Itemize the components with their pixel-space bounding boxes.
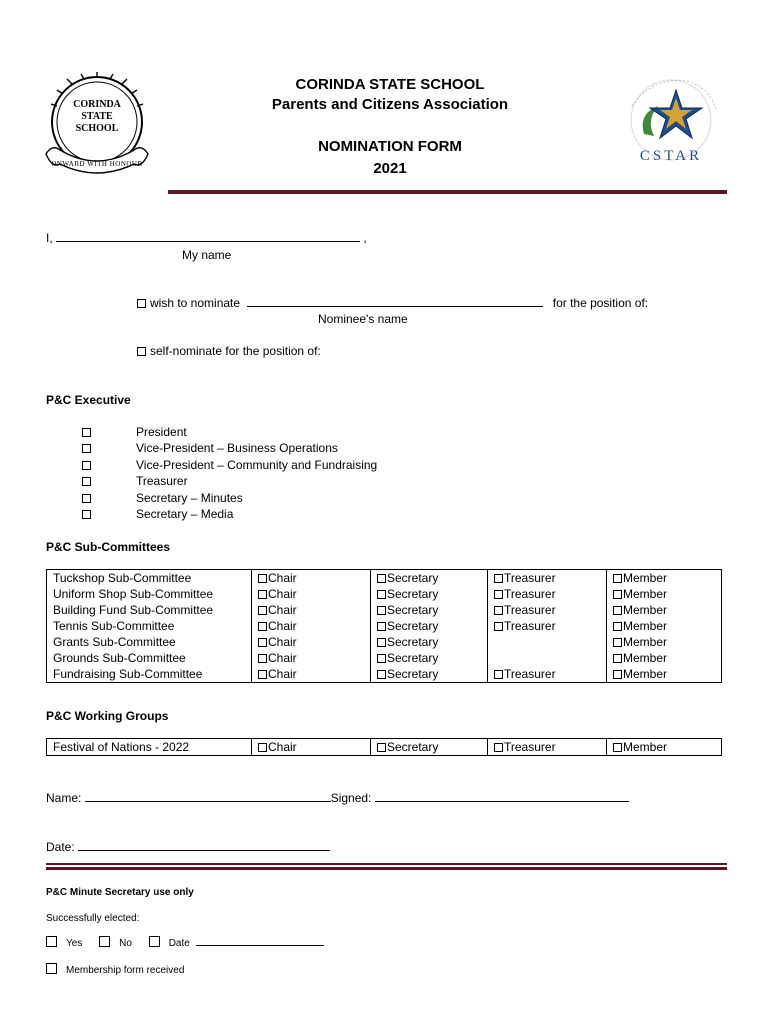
name-line-row [46,231,367,245]
form-year: 2021 [373,160,407,177]
table-row [47,650,722,666]
committee-name: Building Fund Sub-Committee [53,603,214,617]
secretary-label: Secretary [387,667,439,681]
treasurer-checkbox[interactable] [494,606,503,615]
executive-item-label: President [136,425,187,439]
chair-cell [252,634,371,650]
secretary-checkbox[interactable] [377,574,386,583]
treasurer-label: Treasurer [504,587,556,601]
footer-divider-thick [46,867,727,870]
secretary-cell [371,634,488,650]
treasurer-checkbox[interactable] [494,622,503,631]
working-groups-table [46,738,722,756]
committee-name-cell [47,634,252,650]
my-name-caption: My name [182,248,232,262]
member-checkbox[interactable] [613,743,622,752]
member-checkbox[interactable] [613,638,622,647]
membership-row [46,963,184,976]
treasurer-cell [488,650,607,666]
table-row [47,586,722,602]
secretary-label: Secretary [387,603,439,617]
form-title: NOMINATION FORM [318,138,462,155]
member-checkbox[interactable] [613,606,622,615]
chair-cell [252,602,371,618]
table-row [47,634,722,650]
treasurer-checkbox[interactable] [494,574,503,583]
logo-text-state: STATE [81,111,113,122]
date-label: Date: [46,840,75,854]
school-name: CORINDA STATE SCHOOL [295,76,485,93]
treasurer-cell [488,570,607,587]
nominee-caption: Nominee's name [318,312,408,326]
executive-item [82,473,377,489]
table-row [47,618,722,634]
secretary-label: Secretary [387,587,439,601]
chair-cell [252,618,371,634]
checkbox[interactable] [82,494,91,503]
member-cell [607,666,722,683]
chair-label: Chair [268,740,297,754]
chair-label: Chair [268,667,297,681]
no-checkbox[interactable] [99,936,110,947]
executive-heading: P&C Executive [46,393,131,407]
logo-text-school: SCHOOL [75,123,119,134]
secretary-checkbox[interactable] [377,743,386,752]
signed-label: Signed: [330,791,372,805]
member-checkbox[interactable] [613,670,622,679]
secretary-cell [371,618,488,634]
subcommittees-table [46,569,722,683]
table-row [47,570,722,587]
chair-checkbox[interactable] [258,590,267,599]
member-cell [607,650,722,666]
member-checkbox[interactable] [613,590,622,599]
chair-checkbox[interactable] [258,574,267,583]
intro-suffix: , [363,231,367,245]
treasurer-cell [488,586,607,602]
self-nominate-row [137,344,321,358]
committee-name-cell [47,666,252,683]
yes-checkbox[interactable] [46,936,57,947]
executive-item [82,457,377,473]
chair-label: Chair [268,603,297,617]
secretary-checkbox[interactable] [377,590,386,599]
chair-label: Chair [268,571,297,585]
member-checkbox[interactable] [613,622,622,631]
treasurer-checkbox[interactable] [494,590,503,599]
header-divider [168,190,727,194]
logo-motto: ONWARD WITH HONOUR [51,160,143,168]
date-checkbox[interactable] [149,936,160,947]
executive-item-label: Secretary – Media [136,507,234,522]
chair-cell [252,739,371,756]
executive-item [82,506,377,522]
executive-item [82,490,377,506]
committee-name-cell [47,618,252,634]
executive-item [82,424,377,440]
checkbox[interactable] [82,461,91,470]
member-label: Member [623,651,668,665]
my-name-field[interactable] [56,241,360,242]
name-field[interactable] [85,801,331,802]
treasurer-checkbox[interactable] [494,743,503,752]
secretary-checkbox[interactable] [377,670,386,679]
nominee-name-field[interactable] [247,306,543,307]
treasurer-cell [488,739,607,756]
committee-name: Fundraising Sub-Committee [53,667,203,681]
elected-label: Successfully elected: [46,913,140,924]
self-nominate-checkbox[interactable] [137,347,146,356]
treasurer-label: Treasurer [504,619,556,633]
yes-label: Yes [66,938,83,949]
secretary-label: Secretary [387,651,439,665]
chair-label: Chair [268,619,297,633]
working-groups-heading: P&C Working Groups [46,709,169,723]
signature-field[interactable] [375,801,629,802]
footer-divider-thin [46,863,727,865]
treasurer-cell [488,602,607,618]
member-label: Member [623,619,668,633]
chair-checkbox[interactable] [258,606,267,615]
secretary-label: Secretary [387,619,439,633]
executive-item-label: Vice-President – Business Operations [136,441,338,456]
committee-name-cell [47,570,252,587]
treasurer-cell [488,666,607,683]
member-label: Member [623,740,668,754]
secretary-checkbox[interactable] [377,622,386,631]
treasurer-cell [488,618,607,634]
name-label: Name: [46,791,82,805]
checkbox[interactable] [82,477,91,486]
logo-text-corinda: CORINDA [73,99,121,110]
committee-name: Uniform Shop Sub-Committee [53,587,214,601]
member-cell [607,586,722,602]
checkbox[interactable] [82,444,91,453]
member-label: Member [623,571,668,585]
chair-checkbox[interactable] [258,654,267,663]
member-cell [607,618,722,634]
committee-name-cell [47,602,252,618]
committee-name-cell [47,650,252,666]
committee-name: Grounds Sub-Committee [53,651,186,665]
member-checkbox[interactable] [613,574,622,583]
association-name: Parents and Citizens Association [271,96,509,113]
chair-checkbox[interactable] [258,622,267,631]
secretary-cell [371,586,488,602]
treasurer-label: Treasurer [504,571,556,585]
member-checkbox[interactable] [613,654,622,663]
secretary-cell [371,570,488,587]
wish-nominate-checkbox[interactable] [137,299,146,308]
chair-label: Chair [268,635,297,649]
self-nominate-label: self-nominate for the position of: [150,344,321,358]
elected-options-row [46,936,324,949]
chair-cell [252,586,371,602]
membership-label: Membership form received [66,965,185,976]
member-cell [607,739,722,756]
signoff-row [46,791,629,805]
corinda-school-logo [38,72,156,182]
no-label: No [119,938,132,949]
chair-cell [252,570,371,587]
member-label: Member [623,635,668,649]
date-field[interactable] [78,850,330,851]
checkbox[interactable] [82,428,91,437]
secretary-label: Secretary [387,635,439,649]
treasurer-checkbox[interactable] [494,670,503,679]
secretary-cell [371,602,488,618]
secretary-label: Secretary [387,571,439,585]
secretary-cell [371,666,488,683]
nominate-row [137,296,648,310]
executive-item-label: Treasurer [136,474,188,489]
member-cell [607,570,722,587]
executive-list [82,424,377,522]
treasurer-label: Treasurer [504,740,556,754]
chair-checkbox[interactable] [258,743,267,752]
committee-name: Tuckshop Sub-Committee [53,571,192,585]
treasurer-cell [488,634,607,650]
committee-name-cell [47,739,252,756]
office-date-field[interactable] [196,945,324,946]
committee-name: Tennis Sub-Committee [53,619,175,633]
treasurer-label: Treasurer [504,603,556,617]
chair-checkbox[interactable] [258,670,267,679]
office-date-label: Date [168,938,190,949]
secretary-checkbox[interactable] [377,654,386,663]
intro-prefix: I, [46,231,53,245]
treasurer-label: Treasurer [504,667,556,681]
chair-cell [252,666,371,683]
secretary-cell [371,739,488,756]
table-row [47,666,722,683]
secretary-checkbox[interactable] [377,606,386,615]
secretary-checkbox[interactable] [377,638,386,647]
executive-item [82,440,377,456]
table-row [47,602,722,618]
executive-item-label: Secretary – Minutes [136,490,243,505]
date-row [46,840,330,854]
member-cell [607,602,722,618]
chair-cell [252,650,371,666]
for-position-label: for the position of: [552,296,649,310]
member-label: Member [623,603,668,617]
secretary-cell [371,650,488,666]
member-label: Member [623,667,668,681]
member-label: Member [623,587,668,601]
membership-checkbox[interactable] [46,963,57,974]
checkbox[interactable] [82,510,91,519]
subcommittees-heading: P&C Sub-Committees [46,540,171,554]
committee-name: Festival of Nations - 2022 [53,740,190,754]
chair-checkbox[interactable] [258,638,267,647]
chair-label: Chair [268,651,297,665]
committee-name: Grants Sub-Committee [53,635,176,649]
cstar-logo [618,76,724,174]
table-row [47,739,722,756]
wish-nominate-label: wish to nominate [150,296,241,310]
member-cell [607,634,722,650]
executive-item-label: Vice-President – Community and Fundraising [136,457,378,472]
office-use-heading: P&C Minute Secretary use only [46,887,194,898]
chair-label: Chair [268,587,297,601]
committee-name-cell [47,586,252,602]
cstar-wordmark: CSTAR [639,148,703,164]
secretary-label: Secretary [387,740,439,754]
